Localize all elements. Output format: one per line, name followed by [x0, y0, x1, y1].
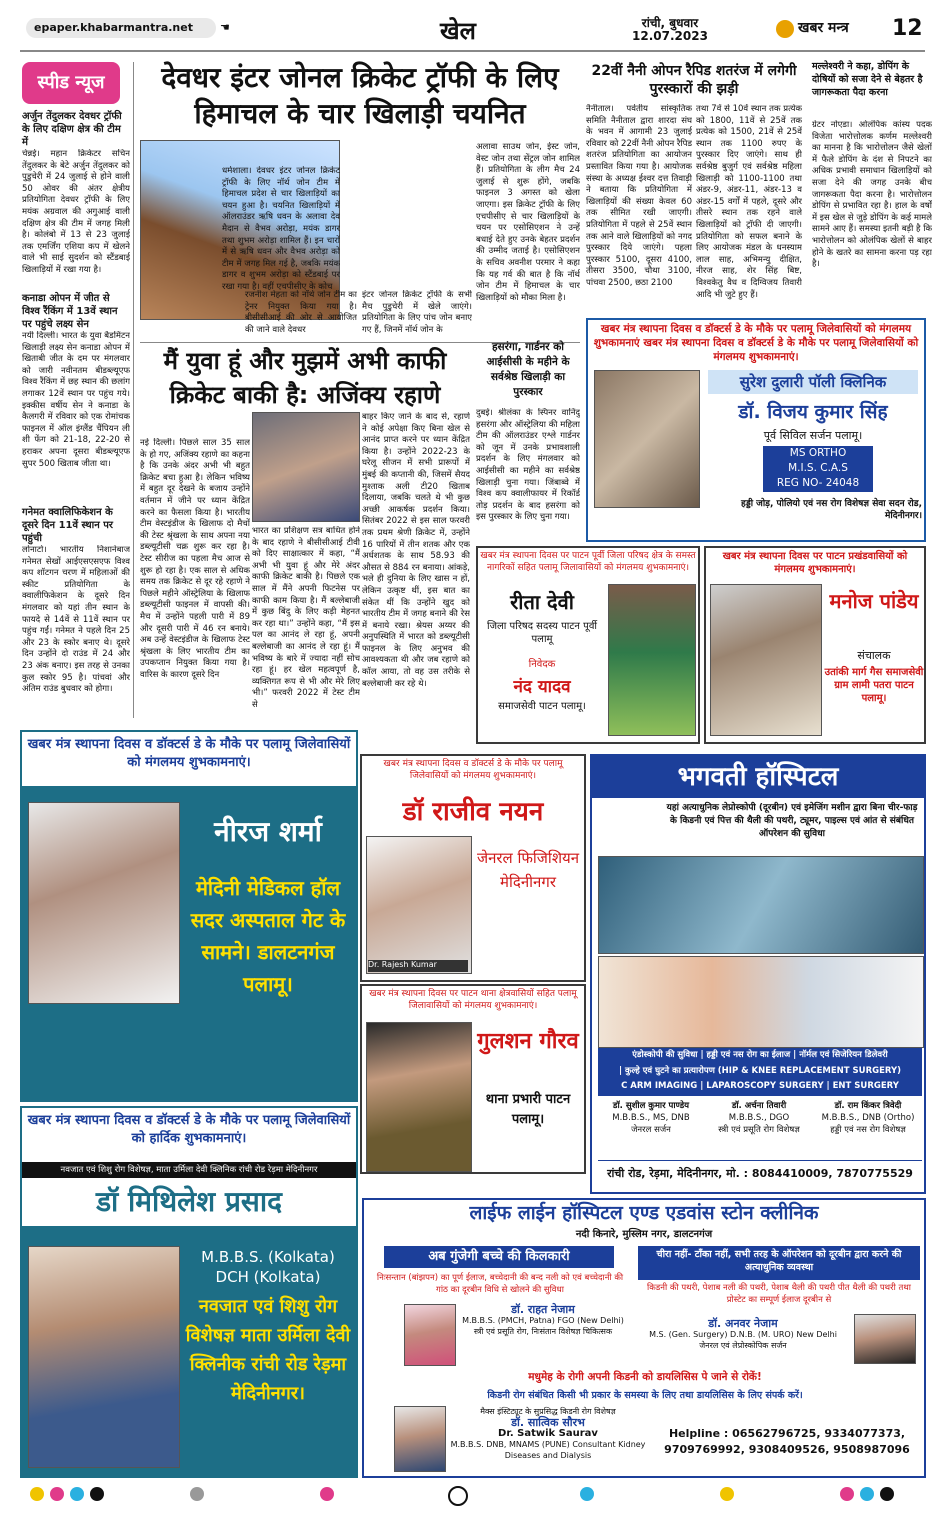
page-number: 12	[892, 16, 923, 41]
doctor-name-en: Dr. Satwik Saurav	[498, 1428, 598, 1439]
hospital-title: लाईफ लाईन हॉस्पिटल एण्ड एडवांस स्टोन क्लीनिक	[469, 1202, 819, 1224]
post: जिला परिषद सदस्य पाटन पूर्वी पलामू	[487, 621, 597, 645]
column-rule	[133, 62, 134, 718]
name: डॉ राजीव नयन	[402, 797, 544, 827]
registration-dot	[190, 1487, 204, 1501]
person-photo	[366, 1022, 472, 1172]
doctor-spec: स्त्री एवं प्रसूति रोग विशेषज्ञ	[718, 1125, 800, 1135]
ad-rajeev-nayan	[360, 754, 586, 982]
brand-name: खबर मन्त्र	[798, 20, 849, 36]
doctor-post: पूर्व सिविल सर्जन पलामू।	[763, 429, 863, 442]
speciality: जेनरल फिजिशियन मेदिनीनगर	[476, 849, 580, 891]
degree: DCH (Kolkata)	[215, 1268, 321, 1286]
registration-dot	[30, 1487, 44, 1501]
ad-banner: खबर मंत्र स्थापना दिवस व डॉक्टर्स डे के मौके पर पलामू जिलेवासियों को मंगलमय शुभकामनाएं।	[383, 759, 563, 781]
brand-logo-icon	[776, 20, 794, 38]
degree-box	[763, 446, 873, 492]
post2: समाजसेवी पाटन पलामू।	[498, 701, 586, 712]
doctor1	[458, 1304, 628, 1364]
services-box	[598, 1048, 922, 1096]
doctor-name: डॉ. राहत नेजाम	[511, 1303, 575, 1316]
registration-dot	[90, 1487, 104, 1501]
surgery-photo	[598, 856, 924, 954]
ad-rita-devi	[476, 546, 700, 744]
doctor-name: डॉ. विजय कुमार सिंह	[738, 401, 888, 423]
surgery-text: चीरा नहीं- टाँका नहीं, सभी तरह के ऑपरेशन को दूरबीन द्वारा करने की अत्याधुनिक व्यवस्था	[638, 1246, 920, 1280]
doctor-degree: M.S. (Gen. Surgery) D.N.B. (M. URO) New Delhi	[649, 1330, 837, 1339]
clinic-name: सुरेश दुलारी पॉली क्लिनिक	[708, 370, 918, 394]
ad-lifeline-hospital	[362, 1198, 926, 1478]
doctor-1	[598, 1100, 704, 1154]
doctor-degree: M.B.B.S. DNB, MNAMS (PUNE) Consultant Kidney Diseases and Dialysis	[450, 1440, 646, 1460]
registration-dot	[320, 1487, 334, 1501]
services-line: C ARM IMAGING | LAPAROSCOPY SURGERY | ENT SURGERY	[621, 1081, 899, 1091]
speed-news-badge: स्पीड न्यूज	[22, 62, 120, 104]
speed-news-headline: अर्जुन तेंदुलकर देवधर ट्रॉफी के लिए दक्षिण क्षेत्र की टीम में	[22, 111, 122, 148]
registration-dot	[880, 1487, 894, 1501]
header-rule	[20, 50, 925, 52]
doctor-spec: जेनरल सर्जन	[631, 1125, 671, 1135]
doctor-degree: M.B.B.S. (PMCH, Patna) FGO (New Delhi)	[462, 1316, 624, 1325]
chess-headline: 22वीं नैनी ओपन रैपिड शतरंज में लगेगी पुरस्कारों की झड़ी	[591, 63, 797, 97]
section-title: खेल	[440, 17, 476, 45]
city-day: रांची, बुधवार	[641, 16, 699, 30]
hospital-address: रांची रोड, रेड़मा, मेदिनीनगर, मो. : 8084410009, 7870775529	[598, 1160, 922, 1187]
kidney-text: किडनी रोग संबंधित किसी भी प्रकार के समस्या के लिए तथा डायलिसिस के लिए संपर्क करें।	[487, 1390, 803, 1401]
doctor-2	[706, 1100, 812, 1154]
person-photo	[710, 584, 822, 736]
registration-dot	[70, 1487, 84, 1501]
ad-gulshan-gaurav	[360, 984, 586, 1174]
stone-text: किडनी की पथरी, पेशाब नली की पथरी, पेशाब थैली की पथरी पीत थैली की पथरी तथा प्रोस्टेट का सम्पूर्ण ईलाज दूरबीन से	[647, 1283, 911, 1305]
degree-line: MS ORTHO	[789, 447, 847, 459]
doctor3-photo	[394, 1406, 446, 1472]
doctor2	[638, 1318, 848, 1362]
gardner-body: दुबई। श्रीलंका के स्पिनर वानिंदु हसरंगा और ऑस्ट्रेलिया की महिला टीम की ऑलराउंडर एश्ले गार्डनर को जून में उनके प्रभावशाली प्रदर्शन के लिए मंगलवार को आईसीसी का महीने का सर्वश्रेष्ठ खिलाड़ी चुना गया। जिंबाब्वे में विश्व कप क्वालीफायर में रिकॉर्ड तोड़ प्रदर्शन के बाद हसरंगा को इस पुरस्कार के लिए चुना गया।	[476, 408, 580, 523]
doctor-name: डॉ. राम किंकर त्रिवेदी	[834, 1101, 902, 1111]
address: मेदिनी मेडिकल हॉल सदर अस्पताल गेट के सामने। डालटनगंज पलामू।	[190, 876, 346, 996]
services-line: एंडोस्कोपी की सुविधा | हड्डी एवं नस रोग का ईलाज | नॉर्मल एवं सिजेरियन डिलेवरी	[632, 1050, 888, 1060]
post: संचालक	[857, 649, 891, 662]
ad-banner: खबर मंत्र स्थापना दिवस व डॉक्टर्स डे के मौके पर पलामू जिलेवासियों को हार्दिक शुभकामनाएं।	[22, 1108, 356, 1162]
hospital-address: नदी किनारे, मुस्लिम नगर, डालटनगंज	[575, 1229, 713, 1240]
post2: उतांकी मार्ग गैस समाजसेवी ग्राम लामी पतरा पाटन पलामू।	[824, 667, 924, 704]
doctor-spec: स्त्री एवं प्रसूति रोग, निःसंतान विशेषज्ञ चिकित्सक	[473, 1327, 613, 1336]
diabetes-text: मधुमेह के रोगी अपनी किडनी को डायलिसिस पे जाने से रोकें!	[528, 1371, 762, 1383]
story1-col2-text: रजनीश मेहता को नॉर्थ जोन टीम का ट्रेनर नियुक्त किया गया है। बीसीसीआई की ओर से आयोजित की जाने वाले देवधर	[245, 290, 357, 335]
page-header	[0, 14, 945, 54]
date: 12.07.2023	[632, 29, 708, 43]
person-photo	[28, 802, 180, 1004]
story2-headline: मैं युवा हूं और मुझमें अभी काफी क्रिकेट बाकी है: अजिंक्य रहाणे	[163, 347, 447, 409]
doctor-name: डॉ. अनवर नेजाम	[708, 1317, 778, 1330]
print-registration-bar	[20, 1482, 925, 1506]
ad-sub: नवजात एवं शिशु रोग विशेषज्ञ, माता उर्मिला देवी क्लिनिक रांची रोड रेड़मा मेदिनीनगर	[22, 1162, 356, 1178]
story1-col3: इंटर जोनल क्रिकेट ट्रॉफी के सभी मैच पुडुचेरी में खेले जाएंगे। प्रतियोगिता के लिए पांच जोन बनाए गए हैं, जिनमें नॉर्थ जोन के	[362, 290, 472, 335]
doctor-photo	[28, 1246, 180, 1468]
nivedak: निवेदक	[528, 659, 556, 670]
ad-suresh-clinic	[586, 318, 926, 542]
name: मनोज पांडेय	[829, 589, 919, 613]
services-line: | कुल्हे एवं घुटने का प्रत्यारोपण (HIP & KNEE REPLACEMENT SURGERY)	[618, 1065, 902, 1076]
doctor-degree: M.B.B.S., DNB (Ortho)	[821, 1113, 915, 1123]
chess-col2: तथा 7वें से 10वें स्थान तक प्रत्येक को 1800, 11वें से 25वें तक प्रत्येक को 1500, 21वें से 25वें स्थान तक 1100 रुपए के पुरस्कार दिए जाएंगे। साथ ही सर्वश्रेष्ठ बुजुर्ग एवं सर्वश्रेष्ठ महिला खिलाड़ी को 1100-1100 तथा अंडर-9, अंडर-11, अंडर-13 व अंडर-15 वर्गों में पहले, दूसरे और तीसरे स्थान तक रहने वाले खिलाड़ियों को ट्रॉफी दी जाएगी। प्रतियोगिता को सफल बनाने के लिए आयोजक मंडल के धनस्याम लाल साह, अभिमन्यु दीक्षित, नीरज साह, शेर सिंह बिष्ट, विश्वकेतु वैध व दिग्विजय तिवारी आदि भी जुटे हुए हैं।	[696, 104, 802, 300]
registration-dot	[580, 1487, 594, 1501]
degree-line: M.I.S. C.A.S	[788, 462, 848, 474]
person-photo	[608, 584, 696, 736]
ad-banner: खबर मंत्र स्थापना दिवस व डॉक्टर्स डे के मौके पर पलामू जिलेवासियों को मंगलमय शुभकामनाएं।	[22, 732, 356, 786]
speed-news-body: चेन्नई। महान क्रिकेटर सचिन तेंदुलकर के बेटे अर्जुन तेंदुलकर को पुडुचेरी में 24 जुलाई से होने वाली 50 ओवर की अंतर क्षेत्रीय प्रतियोगिता देवधर ट्रॉफी के लिए मयंक अग्रवाल की अगुआई वाली दक्षिण क्षेत्र की टीम में जगह मिली है। कोलंबो में 13 से 23 जुलाई तक एमर्जिंग एशिया कप में खेलने वाले भी साई सुदर्शन को स्टैंडबाई खिलाड़ियों में रखा गया है।	[22, 149, 130, 275]
hospital-title: भगवती हॉस्पिटल	[592, 756, 924, 798]
reg-number: REG NO- 24048	[776, 477, 860, 489]
doctor-name: डॉ. अर्चना तिवारी	[731, 1101, 787, 1111]
registration-dot	[50, 1487, 64, 1501]
degree: M.B.B.S. (Kolkata)	[201, 1248, 335, 1266]
doctor1-photo	[404, 1304, 456, 1366]
ad-neeraj-sharma	[20, 730, 358, 1102]
registration-dot	[720, 1487, 734, 1501]
registration-dot	[860, 1487, 874, 1501]
name: डॉ मिथिलेश प्रसाद	[22, 1178, 356, 1226]
ad-manoj-pandey	[704, 546, 926, 744]
ad-banner: खबर मंत्र स्थापना दिवस पर पाटन थाना क्षेत्रवासियों सहित पलामू जिलावासियों को मंगलमय शुभकामनाएं।	[369, 989, 577, 1011]
name: गुलशन गौरव	[477, 1029, 579, 1054]
speed-news-body: लोनाटो। भारतीय निशानेबाज गनेमत सेखों आईएसएसएफ विश्व कप शॉटगन चरण में महिलाओं की स्कीट प्रतियोगिता के क्वालीफिकेशन के दूसरे दिन मंगलवार को यहां तीन स्थान के फायदे से 14वें से 11वें स्थान पर पहुंच गईं। गनेमत ने पहले दिन 25 और 23 के स्कोर बनाए थे। दूसरे दिन उन्होंने दो राउंड में 24 और 23 अंक बनाए। इस तरह से उनका कुल स्कोर 95 है। पांचवां और अंतिम राउंड बुधवार को होगा।	[22, 545, 130, 695]
doctor-spec: हड्डी एवं नस रोग विशेषज्ञ	[830, 1125, 906, 1135]
speciality: हड्डी जोड़, पोलियो एवं नस रोग विशेषज्ञ सेवा सदन रोड, मेदिनीनगर।	[741, 499, 922, 521]
ad-banner: खबर मंत्र स्थापना दिवस पर पाटन प्रखंडवासियों को मंगलमय शुभकामनाएं।	[722, 551, 908, 575]
story1-headline: देवधर इंटर जोनल क्रिकेट ट्रॉफी के लिए हिमाचल के चार खिलाड़ी चयनित	[161, 61, 559, 130]
name: नीरज शर्मा	[214, 815, 322, 848]
gardner-headline: हसरंगा, गार्डनर को आईसीसी के महीने के सर्वश्रेष्ठ खिलाड़ी का पुरस्कार	[486, 341, 570, 398]
olympic-body: ग्रेटर नोएडा। ओलंपिक कांस्य पदक विजेता भारोत्तोलक कर्णम मल्लेश्वरी का मानना है कि भारोत्तोलन जैसे खेलों में फैले डोपिंग के दंश से निपटने का अधिक प्रभावी समाधान खिलाड़ियों को सजा देने की जगह उनके बीच जागरूकता पैदा करना है। भारोत्तोलन डोपिंग से प्रभावित रहा है। हाल के वर्षों में इस खेल से जुड़े डोपिंग के कई मामले सामने आए हैं। समस्या इतनी बड़ी है कि भारोत्तोलन को ओलंपिक खेलों से बाहर होने के खतरे का सामना करना पड़ रहा है।	[812, 120, 932, 270]
doctor-photo	[594, 370, 700, 508]
rahane-photo	[252, 412, 360, 522]
story2-col3: बाहर किए जाने के बाद से, रहाणे ने कोई अपेक्षा किए बिना खेल से आनंद प्राप्त करने पर ध्यान केंद्रित किया है। उन्होंने 2022-23 के घरेलू सीजन में सभी प्रारूपों में मुंबई की कप्तानी की, जिसमें सैयद मुश्ताक अली टी20 खिताब दिलाया, जबकि चलते थे भी कुछ अच्छी आकर्षक प्रदर्शन किया। सितंबर 2022 से इस साल फरवरी तक प्रथम श्रेणी क्रिकेट में, उन्होंने 16 पारियों में तीन शतक और एक अर्धशतक के साथ 58.93 की औसत से 884 रन बनाया। आंकड़े, भले ही दुनिया के लिए खास न हों, लेकिन उत्कृष्ट थीं, इस बात का संकेत थीं कि उन्होंने खुद को भारतीय टीम में जगह बनाने की रेस में बनाये रखा। श्रेयस अय्यर की अनुपस्थिति में भारत को डब्ल्यूटीसी फाइनल के लिए अनुभव की आवश्यकता थी और जब रहाणे को कॉल आया, तो वह उस तरीके से बल्लेबाजी कर रहे थे।	[362, 412, 470, 689]
site-url[interactable]: epaper.khabarmantra.net	[26, 18, 216, 38]
doctor-spec: जेनरल एवं लेप्रोस्कोपिक सर्जन	[699, 1341, 787, 1350]
registration-dot	[840, 1487, 854, 1501]
post: थाना प्रभारी पाटन पलामू।	[485, 1092, 571, 1127]
name: रीता देवी	[510, 590, 574, 614]
tagline: अब गुंजेगी बच्चे की किलकारी	[384, 1246, 614, 1268]
doctor-3	[814, 1100, 922, 1154]
doctor-name: डॉ. सुशील कुमार पाण्डेय	[612, 1101, 690, 1111]
chess-col1: नैनीताल। पर्वतीय सांस्कृतिक समिति नैनीताल द्वारा शारदा संघ के भवन में आगामी 23 जुलाई रविवार को 22वीं नैनी ओपन रैपिड शतरंज प्रतियोगिता का आयोजन प्रस्तावित किया गया है। आयोजक संस्था के अध्यक्ष ईश्वर दत्त तिवाड़ी ने बताया कि प्रतियोगिता में खिलाड़ियों की संख्या केवल 60 तक सीमित रखी जाएगी। प्रतियोगिता में पहले से 25वें स्थान तक आने वाले खिलाड़ियों को नगद पुरस्कार दिये जाएंगे। पहला पुरस्कार 5100, दूसरा 4100, तीसरा 3500, चौथा 3100, पांचवा 2500, छठा 2100	[586, 104, 692, 288]
name2: नंद यादव	[513, 677, 571, 697]
ad-bhagwati-hospital	[590, 754, 926, 1194]
photo-caption: Dr. Rajesh Kumar	[368, 960, 468, 972]
joint-replacement-photo	[598, 956, 924, 1048]
cursor-icon: ☚	[220, 21, 230, 34]
doctor-name: डॉ. सात्विक सौरभ	[511, 1416, 585, 1429]
story2-col1: नई दिल्ली। पिछले साल 35 साल के हो गए, अजिंक्य रहाणे का कहना है कि उनके अंदर अभी भी बहुत क्रिकेट बचा हुआ है। लेकिन भविष्य में बहुत दूर देखने के बजाय उन्होंने वर्तमान में जीने पर ध्यान केंद्रित करने का फैसला किया है। भारतीय टीम वेस्टइंडीज के खिलाफ दो मैचों की टेस्ट श्रृंखला के साथ अपना नया डब्ल्यूटीसी चक्र शुरू कर रहा है। टेस्ट सीरीज का पहला मैच आज से शुरू हो रहा है। एक साल से अधिक समय तक क्रिकेट से दूर रहे रहाणे ने पिछले महीने ऑस्ट्रेलिया के खिलाफ डब्ल्यूटीसी फाइनल में वापसी की। मैच में उन्होंने पहली पारी में 89 और दूसरी पारी में 46 रन बनाये। अब उन्हें वेस्टइंडीज के खिलाफ टेस्ट श्रृंखला के लिए भारतीय टीम का उपकप्तान नियुक्त किया गया है। वारिस के कारण दूसरे दिन	[140, 438, 250, 680]
cta-box	[638, 1246, 920, 1364]
doctor-spec: मैक्स इंस्टिट्यूट के सुप्रसिद्ध किडनी रोग विशेषज्ञ	[480, 1407, 616, 1416]
ad-mithilesh-prasad	[20, 1106, 358, 1478]
olympic-headline: मल्लेश्वरी ने कहा, डोपिंग के दोषियों को सजा देने से बेहतर है जागरूकता पैदा करना	[812, 61, 923, 98]
tagline: यहां अत्याधुनिक लेप्रोस्कोपी (दूरबीन) एवं इमेजिंग मशीन द्वारा बिना चीर-फाड़ के किडनी एवं पित्त की थैली की पथरी, ट्यूमर, पाइल्स एवं आंत से संबंधित ऑपरेशन की सुविधा	[666, 803, 918, 839]
doctor-photo	[366, 836, 472, 974]
speciality: नवजात एवं शिशु रोग विशेषज्ञ माता उर्मिला देवी क्लिनीक रांची रोड रेड़मा मेदिनीनगर।	[185, 1296, 351, 1404]
doctor-degree: M.B.B.S., DGO	[728, 1113, 790, 1123]
story2-col2: भारत का प्रशिक्षण सत्र बाधित होने के बाद रहाणे ने बीसीसीआई टीवी को दिए साक्षात्कार में कहा, “मैं अभी भी युवा हूं और मेरे अंदर काफी क्रिकेट बाकी है। पिछले एक साल में मैंने अपनी फिटनेस पर काफी काम किया है। मैं बल्लेबाजी में कुछ बिंदु के लिए कड़ी मेहनत कर रहा था।” उन्होंने कहा, “मैं इस पल का आनंद ले रहा हूं, अपनी बल्लेबाजी का आनंद ले रहा हूं। मैं भविष्य के बारे में ज्यादा नहीं सोच रहा हूं। हर खेल महत्वपूर्ण है, व्यक्तिगत रूप से भी और मेरे लिए भी।” फरवरी 2022 में टेस्ट टीम से	[252, 526, 360, 710]
speed-news-body: नयी दिल्ली। भारत के युवा बैडमिंटन खिलाड़ी लक्ष्य सेन कनाडा ओपन में खिताबी जीत के दम पर मंगलवार को जारी नवीनतम बीडब्ल्यूएफ विश्व रैंकिंग में छह स्थान की छलांग लगाकर 12वें स्थान पर पहुंच गये। इक्कीस वर्षीय सेन ने कनाडा के कैलगरी में रविवार को एक रोमांचक फाइनल में ऑल इंग्लैंड चैंपियन ली शी फेंग को 21-18, 22-20 से हराकर अपना दूसरा बीडब्ल्यूएफ सुपर 500 खिताब जीता था।	[22, 331, 130, 469]
speed-news-item-1	[22, 110, 130, 290]
fertility-text: निःसन्तान (बांझपन) का पूर्ण ईलाज, बच्चेदानी की बन्द नली को एवं बच्चेदानी की गांठ का दूरबीन विधि से खोलने की सुविधा	[376, 1273, 624, 1295]
speed-news-item-2	[22, 292, 130, 504]
registration-crosshair-icon	[448, 1486, 468, 1506]
story1-col1-text: धर्मशाला। देवधर इंटर जोनल क्रिकेट ट्रॉफी के लिए नॉर्थ जोन टीम में हिमाचल प्रदेश से चार खिलाड़ियों का चयन हुआ है। चयनित खिलाड़ियों में ऑलराउंडर ऋषि धवन के अलावा देव मैदान से वैभव अरोड़ा, मयंक डागर तथा शुभम अरोड़ा शामिल हैं। इन चारों में से ऋषि धवन और वैभव अरोड़ा को टीम में जगह मिल गई है, जबकि मयंक डागर व शुभम अरोड़ा को स्टैंडबाई पर रखा गया है। वहीं एचपीसीए के कोच	[222, 166, 340, 292]
ad-banner: खबर मंत्र स्थापना दिवस व डॉक्टर्स डे के मौके पर पलामू जिलेवासियों को मंगलमय शुभकामनाएं खबर मंत्र स्थापना दिवस व डॉक्टर्स डे के मौके पर पलामू जिलेवासियों को मंगलमय शुभकामनाएं।	[593, 323, 919, 363]
doctor-degree: M.B.B.S., MS, DNB	[612, 1113, 690, 1123]
speed-news-item-3	[22, 506, 130, 718]
speed-news-headline: गनेमत क्वालिफिकेशन के दूसरे दिन 11वें स्थान पर पहुंची	[22, 507, 114, 544]
speed-news-headline: कनाडा ओपन में जीत से विश्व रैंकिंग में 13वें स्थान पर पहुंचे लक्ष्य सेन	[22, 293, 118, 330]
doctor2-photo	[854, 1314, 916, 1364]
doctor3	[448, 1406, 648, 1472]
story1-col4: अलावा साउथ जोन, ईस्ट जोन, वेस्ट जोन तथा सेंट्रल जोन शामिल हैं। प्रतियोगिता के लीग मैच 24 जुलाई से शुरू होंगे, जबकि फाइनल 3 अगस्त को खेला जाएगा। इस क्रिकेट ट्रॉफी के लिए एचपीसीए से चार खिलाड़ियों के चयन पर एसोसिएशन ने उन्हें बधाई देते हुए उनके बेहतर प्रदर्शन की उम्मीद जताई है। एसोसिएशन के सचिव अवनीश परमार ने कहा कि यह गर्व की बात है कि नॉर्थ जोन टीम में हिमाचल के चार खिलाड़ियों को मौका मिला है।	[476, 142, 580, 303]
helpline: Helpline : 06562796725, 9334077373, 9709769992, 9308409526, 9508987096	[664, 1427, 910, 1456]
ad-banner: खबर मंत्र स्थापना दिवस पर पाटन पूर्वी जिला परिषद क्षेत्र के समस्त नागरिकों सहित पलामू जिलावासियों को मंगलमय शुभकामनाएं।	[480, 551, 696, 573]
